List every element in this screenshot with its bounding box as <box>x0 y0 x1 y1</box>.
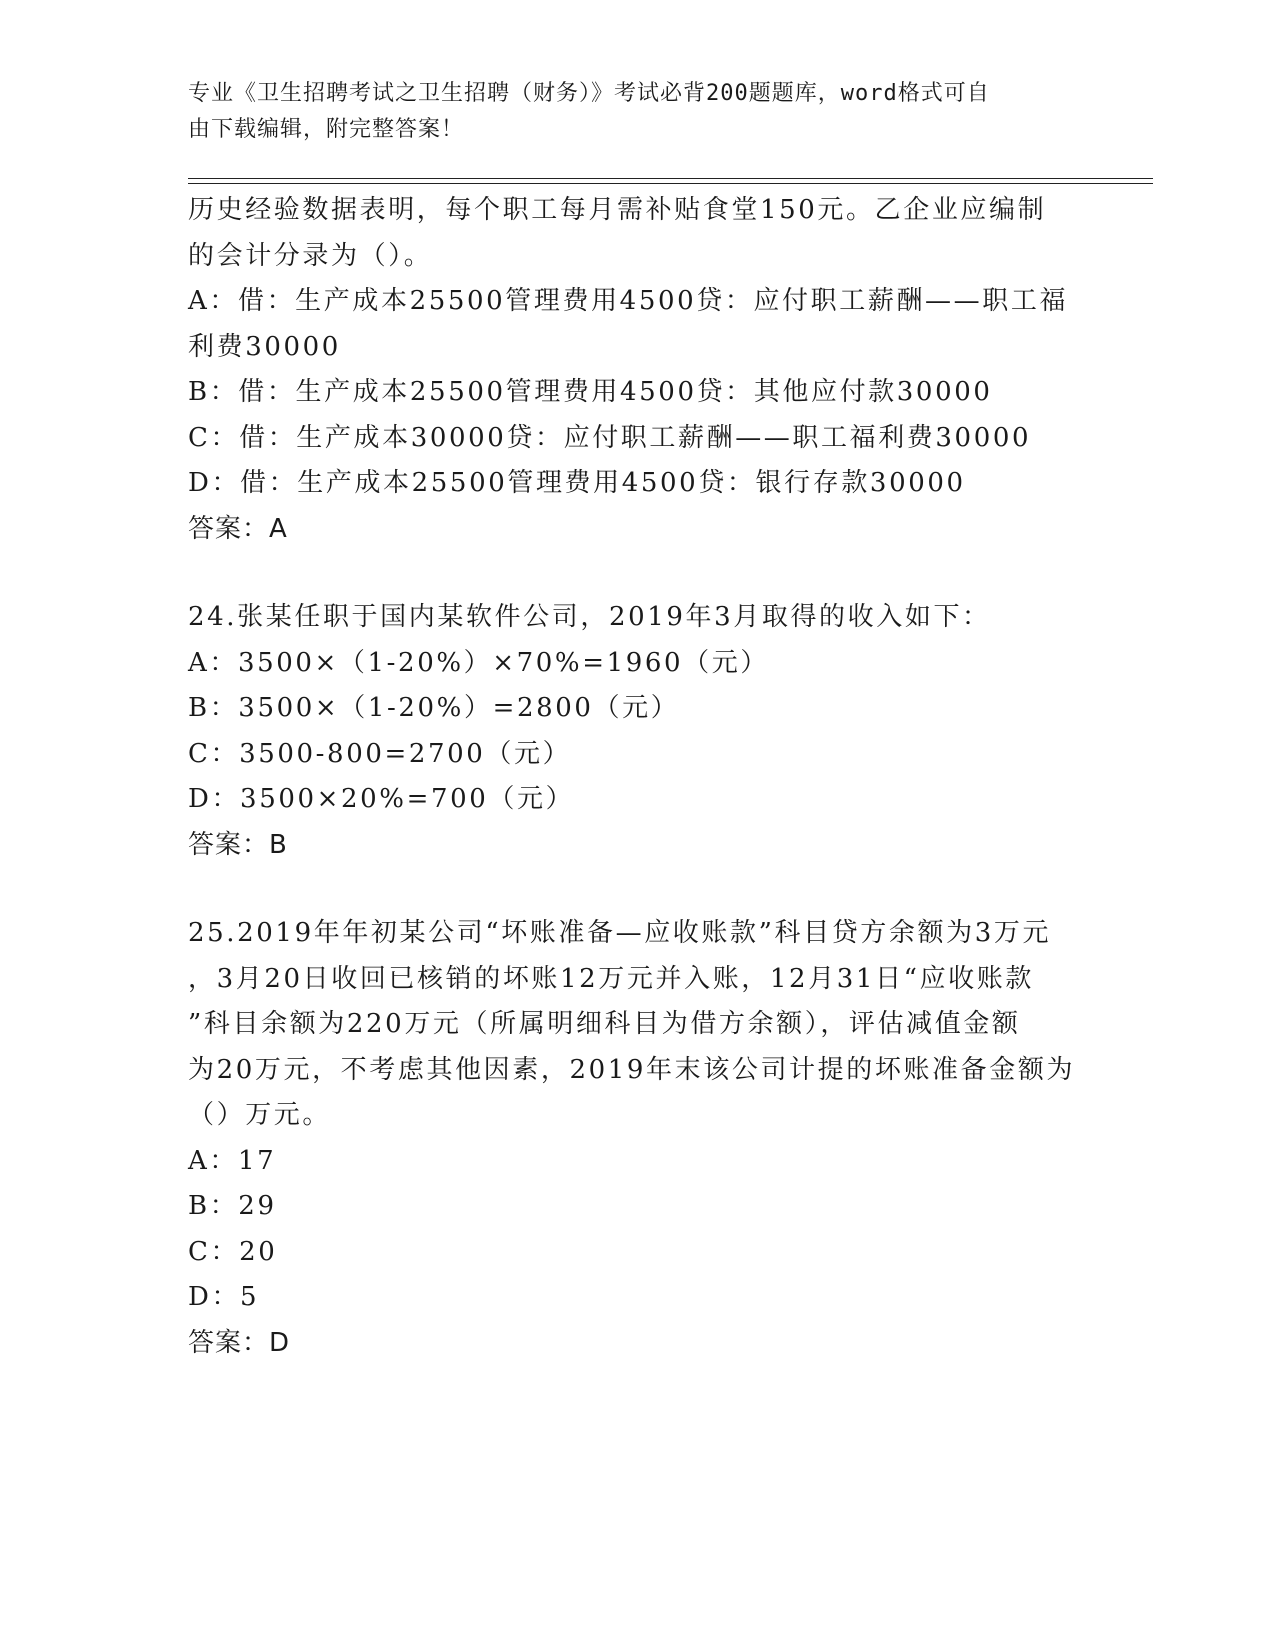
question-gap <box>188 868 1088 911</box>
option-b: B：29 <box>188 1191 277 1221</box>
answer-line: 答案：A <box>188 513 288 544</box>
question-stem-line: ，3月20日收回已核销的坏账12万元并入账，12月31日“应收账款 <box>188 963 1034 994</box>
option-c: C：借：生产成本30000贷：应付职工薪酬——职工福利费30000 <box>188 422 1032 453</box>
header-rule-top <box>188 178 1153 179</box>
option-c: C：3500-800=2700（元） <box>188 738 572 769</box>
document-body <box>188 188 1088 1366</box>
header-line-1: 专业《卫生招聘考试之卫生招聘（财务）》考试必背200题题库，word格式可自 <box>188 81 990 106</box>
document-header <box>188 76 1068 148</box>
option-d: D：5 <box>188 1282 260 1312</box>
question-stem-line: 的会计分录为（）。 <box>188 240 433 271</box>
question-stem-line: 历史经验数据表明，每个职工每月需补贴食堂150元。乙企业应编制 <box>188 195 1047 225</box>
header-rule-bottom <box>188 183 1153 184</box>
question-23 <box>188 188 1088 552</box>
question-stem-line: 为20万元，不考虑其他因素，2019年末该公司计提的坏账准备金额为 <box>188 1054 1076 1085</box>
question-24 <box>188 595 1088 868</box>
option-a: A：3500×（1-20%）×70%=1960（元） <box>188 647 769 678</box>
header-line-2: 由下载编辑，附完整答案！ <box>188 117 465 142</box>
option-a: A：17 <box>188 1145 277 1176</box>
option-d: D：3500×20%=700（元） <box>188 784 575 814</box>
question-25 <box>188 911 1088 1366</box>
option-d: D：借：生产成本25500管理费用4500贷：银行存款30000 <box>188 468 966 498</box>
option-a: A：借：生产成本25500管理费用4500贷：应付职工薪酬——职工福 <box>188 286 1069 316</box>
option-b: B：3500×（1-20%）=2800（元） <box>188 693 680 723</box>
question-stem-line: （）万元。 <box>188 1100 332 1130</box>
question-gap <box>188 552 1088 595</box>
question-stem-line: ”科目余额为220万元（所属明细科目为借方余额），评估减值金额 <box>188 1009 1021 1039</box>
answer-line: 答案：B <box>188 829 288 860</box>
option-c: C：20 <box>188 1236 278 1267</box>
question-stem-line: 25.2019年年初某公司“坏账准备—应收账款”科目贷方余额为3万元 <box>188 918 1052 948</box>
option-a-continued: 利费30000 <box>188 331 341 362</box>
question-stem-line: 24.张某任职于国内某软件公司，2019年3月取得的收入如下： <box>188 602 991 632</box>
option-b: B：借：生产成本25500管理费用4500贷：其他应付款30000 <box>188 377 993 407</box>
answer-line: 答案：D <box>188 1327 291 1358</box>
